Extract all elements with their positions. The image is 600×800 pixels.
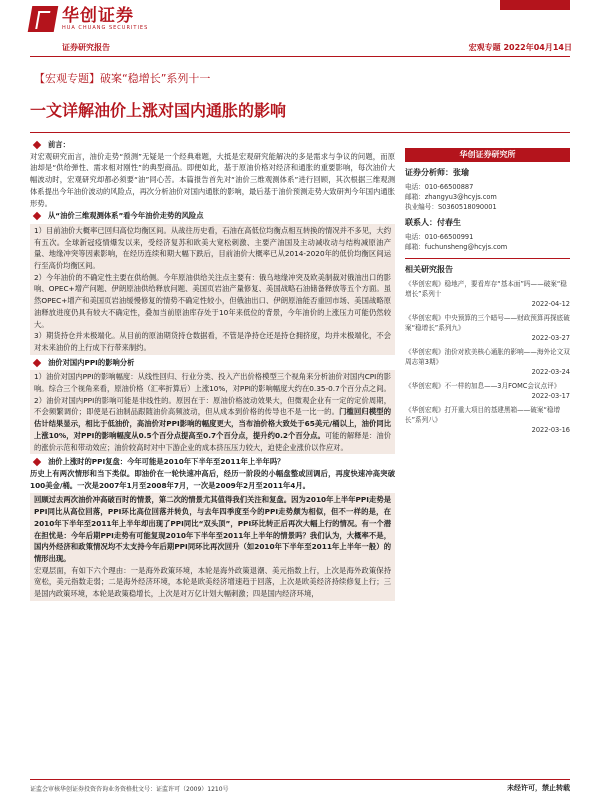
report-type-date: 宏观专题 2022年04月14日 bbox=[468, 43, 572, 52]
related-report-date: 2022-04-12 bbox=[531, 300, 570, 308]
analyst-heading: 证券分析师：张瑜 bbox=[405, 168, 469, 177]
analyst-license: 执业编号：S0360518090001 bbox=[405, 203, 497, 211]
analyst-email[interactable]: 邮箱：zhangyu3@hcyjs.com bbox=[405, 193, 497, 201]
paragraph-7: 回顾过去两次油价冲高破百时的情景，第二次的情景尤其值得我们关注和复盘。因为2010年上半年PPI走势是PPI同比从高位回落，PPI环比高位回落并转负，与去年四季度至今的PPI走势颇为相似，但不一样的是，在2010年下半年至2011年上半年却出现了PPI同比“双头顶”，PPI环比转正后再次大幅上行的情况。有一个潜在担忧是：今年后期PPI走势有可能复现2010年下半年至2011年上半年的情景吗？我们认为，大概率不是，国内外经济和政策情况均不太支持今年后期PPI同环比再次回升（如2010年下半年至2011年上半年一般）的情形出现。 bbox=[34, 495, 391, 563]
analyst-phone: 电话：010-66500887 bbox=[405, 183, 474, 191]
contact-heading: 联系人：付春生 bbox=[405, 218, 461, 227]
section-box-1 bbox=[30, 224, 395, 355]
related-report-title: 《华创宏观》打开重大项目的基建黑箱——破案“稳增长”系列八》 bbox=[405, 406, 561, 424]
related-report-date: 2022-03-16 bbox=[531, 426, 570, 434]
paragraph-3: 3）期货持仓并未极端化。从目前的原油期货持仓数据看，不管是净持仓还是持仓拥挤度，均并未极端化，不会对未来油价的上行成下行带来制约。 bbox=[34, 331, 391, 352]
related-report-date: 2022-03-17 bbox=[531, 392, 570, 400]
report-section-label: 证券研究报告 bbox=[62, 43, 110, 52]
header-accent-tab bbox=[500, 0, 570, 10]
report-body bbox=[30, 138, 395, 603]
title-divider bbox=[30, 132, 570, 133]
company-logo bbox=[30, 6, 148, 32]
institute-header: 华创证券研究所 bbox=[405, 148, 570, 162]
sidebar-divider bbox=[405, 258, 570, 259]
related-report-item[interactable] bbox=[405, 347, 570, 377]
series-title: 【宏观专题】破案“稳增长”系列十一 bbox=[34, 72, 211, 85]
paragraph-5: 2）油价对国内PPI的影响可能是非线性的。原因在于：原油价格波动效果大，但微观企业有一定的定价周期，不会频繁调价；即使是石油制品跟随油价高频波动，但从成本到价格的传导也不是一比一的。门槛回归模型的估计结果显示，相比于低油价，高油价对PPI影响的幅度更大，当布油价格大致处于65美元/桶以上，油价同比上涨10%，对PPI的影响幅度从0.5个百分点提高至0.7个百分点，提升约0.2个百分点。可能的解释是：油价的涨价示范和带动效应；油价较高时对中下游企业的成本挤压压力较大，迫使企业涨价以作应对。 bbox=[34, 395, 392, 452]
diamond-bullet-icon bbox=[33, 141, 41, 149]
footer-divider bbox=[30, 779, 570, 780]
footer-license: 证监会审核华创证券投资咨询业务资格批文号：证监许可（2009）1210号 bbox=[30, 786, 229, 793]
related-report-item[interactable] bbox=[405, 405, 570, 435]
related-report-item[interactable] bbox=[405, 279, 570, 309]
related-report-title: 《华创宏观》不一样的加息——3月FOMC会议点评》 bbox=[405, 382, 561, 390]
section-box-3 bbox=[30, 493, 395, 600]
related-report-title: 《华创宏观》油价对欧美核心通胀的影响——海外论文双周志第3期》 bbox=[405, 348, 570, 366]
logo-mark-icon bbox=[28, 6, 59, 32]
related-report-title: 《华创宏观》稳地产，要看库存“基本面”吗——破案“稳增长”系列十 bbox=[405, 280, 567, 298]
related-report-item[interactable] bbox=[405, 381, 570, 401]
related-reports-heading: 相关研究报告 bbox=[405, 265, 453, 274]
related-report-title: 《华创宏观》中央预算的三个暗号——财政预算再探底破案“稳增长”系列九》 bbox=[405, 314, 570, 332]
paragraph-8: 宏观层面，有如下六个理由：一是海外政策环境，本轮是海外政策退潮、美元指数上行，上次是海外政策保持宽松，美元指数走弱；二是海外经济环境，本轮是欧美经济增速趋于回落，上次是欧美经济持续修复上行；三是国内政策环境，本轮是政策稳增长，上次是对万亿计划大幅刺激；四是国内经济环境， bbox=[34, 565, 391, 599]
contact-email[interactable]: 邮箱：fuchunsheng@hcyjs.com bbox=[405, 243, 508, 251]
related-report-item[interactable] bbox=[405, 313, 570, 343]
paragraph-6: 历史上有两次情形和当下类似。即油价在一轮快速冲高后，经历一阶段的小幅盘整或回调后，再度快速冲高突破100美金/桶。一次是2007年1月至2008年7月，一次是2009年2月至2011年4月。 bbox=[30, 468, 395, 490]
section-box-2 bbox=[30, 370, 395, 454]
footer-slogan: 未经许可，禁止转载 bbox=[507, 784, 570, 792]
contact-phone: 电话：010-66500991 bbox=[405, 233, 474, 241]
diamond-bullet-icon bbox=[33, 212, 41, 220]
foreword-heading: 前言： bbox=[30, 139, 395, 151]
diamond-bullet-icon bbox=[33, 458, 41, 466]
section-heading-2: 油价对国内PPI的影响分析 bbox=[30, 357, 395, 369]
related-report-date: 2022-03-27 bbox=[531, 334, 570, 342]
paragraph-1: 1）目前油价大概率已回归高位均衡区间。从战往历史看，石油在高低位均衡点相互转换的情况并不多见，大约有五次。全球新冠疫情爆发以来，受经济复苏和欧美大宽松刺激、主要产油国及主动减收动与结构减原油产量、地缘冲突等因素影响，在经历连续和期大幅下跌后，目前油价大概率已从2014-2020年的低价均衡区间运行至高价均衡区间。 bbox=[34, 225, 391, 271]
logo-name-en: HUA CHUANG SECURITIES bbox=[62, 25, 149, 31]
diamond-bullet-icon bbox=[33, 358, 41, 366]
sidebar bbox=[405, 148, 570, 439]
foreword-paragraph: 对宏观研究而言，油价走势“预测”无疑是一个经典难题，大抵是宏观研究能解决的多是需求与争议的问题，而原油却是“供给弹性、需求相对刚性”的典型商品。即便如此，基于原油价格对经济和通胀的重要影响，每次油价大幅波动时，宏观研究却都必须要“油”同心苦。本篇报告首先对“油价三维观测体系”进行回顾，其次根据三维观测体系提出今年油价波动的风险点，再次分析油价对国内通胀的影响，最后基于油价预测走势大致研判今年国内通胀形势。 bbox=[30, 151, 395, 208]
page-title: 一文详解油价上涨对国内通胀的影响 bbox=[30, 101, 287, 120]
related-report-date: 2022-03-24 bbox=[531, 368, 570, 376]
section-heading-3: 油价上涨时的PPI复盘：今年可能是2010年下半年至2011年上半年吗？ bbox=[30, 456, 395, 468]
logo-name-cn: 华创证券 bbox=[62, 6, 134, 26]
header-divider bbox=[30, 56, 570, 57]
section-heading-1: 从“油价三维观测体系”看今年油价走势的风险点 bbox=[30, 210, 395, 222]
paragraph-4: 1）油价对国内PPI的影响幅度：从线性回归、行业分类、投入产出价格模型三个视角来分析油价对国内CPI的影响。综合三个视角来看，原油价格（汇率折算后）上涨10%，对PPI的影响幅度大约在0.35-0.7个百分点之间。 bbox=[34, 372, 391, 394]
paragraph-2: 2）今年油价的不确定性主要在供给侧。今年原油供给关注点主要有：俄乌地缘冲突及欧美制裁对俄油出口的影响、OPEC+增产问题、伊朗原油供给释放问题、美国页岩油产量修复、美国战略石油储备释放等五个方面。虽然OPEC+增产和美国页岩油缓慢修复的情势不确定性较小，但俄油出口、伊朗原油能否重回市场、美国战略原油释放进度仍具有较大不确定性，叠加当前原油库存处于10年来低位的背景，今年油价的上涨压力可能仍然较大。 bbox=[34, 272, 391, 329]
